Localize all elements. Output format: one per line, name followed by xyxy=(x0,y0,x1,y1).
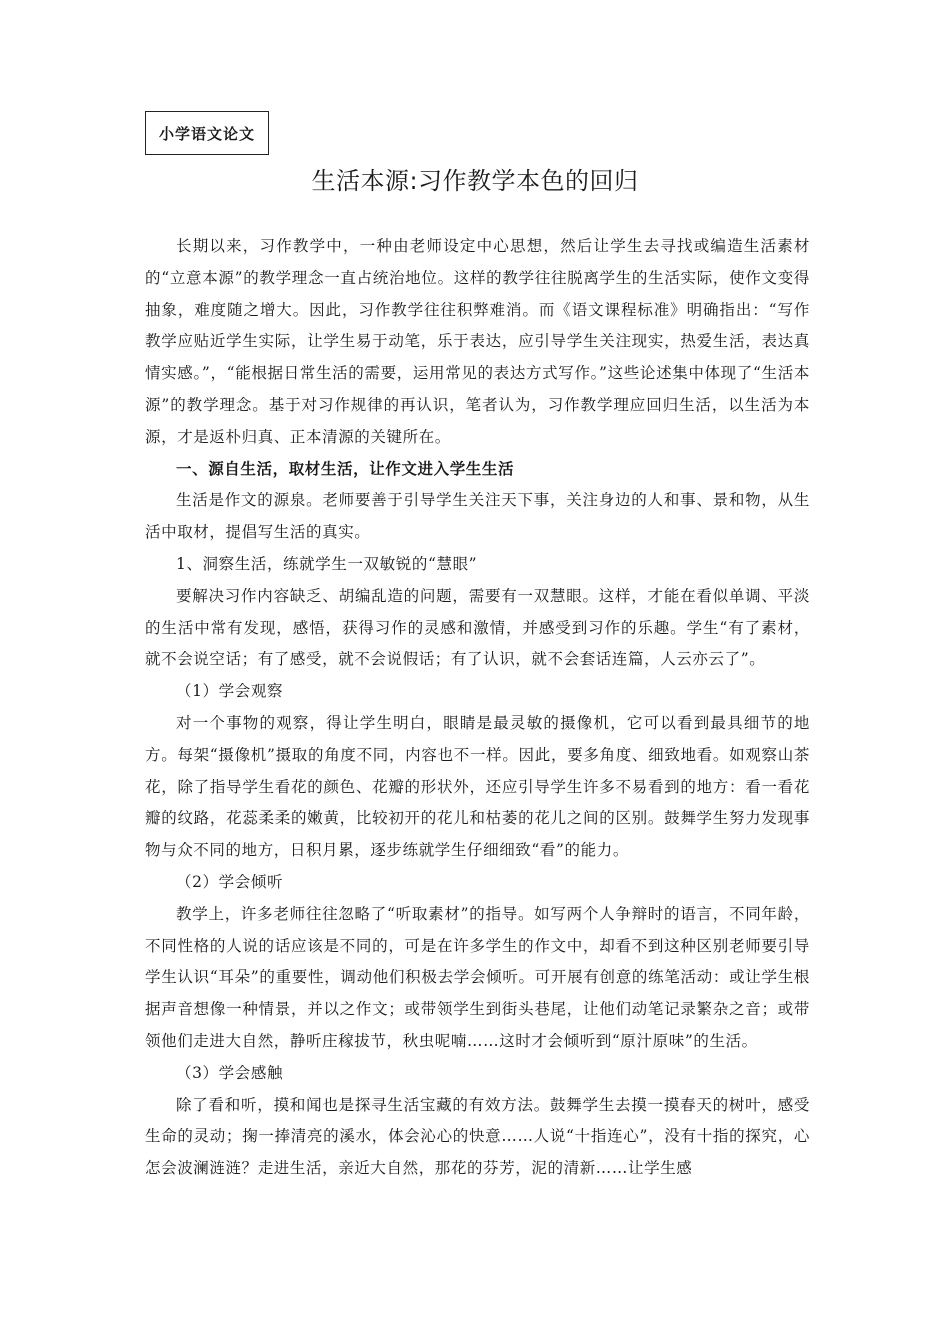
subsection-heading: （2）学会倾听 xyxy=(176,872,284,891)
paragraph: 除了看和听，摸和闻也是探寻生活宝藏的有效方法。鼓舞学生去摸一摸春天的树叶，感受生命的灵动；掬一捧清亮的溪水，体会沁心的快意……人说“十指连心”，没有十指的探究，心怎会波澜涟涟？走进生活，亲近大自然，那花的芬芳，泥的清新……让学生感 xyxy=(145,1095,810,1178)
document-body xyxy=(145,231,810,1185)
paragraph: 教学上，许多老师往往忽略了“听取素材”的指导。如写两个人争辩时的语言，不同年龄，不同性格的人说的话应该是不同的，可是在许多学生的作文中，却看不到这种区别老师要引导学生认识“耳朵”的重要性，调动他们积极去学会倾听。可开展有创意的练笔活动：或让学生根据声音想像一种情景，并以之作文；或带领学生到街头巷尾，让他们动笔记录繁杂之音；或带领他们走进大自然，静听庄稼拔节，秋虫呢喃……这时才会倾听到“原汁原味”的生活。 xyxy=(145,904,810,1050)
paragraph: 对一个事物的观察，得让学生明白，眼睛是最灵敏的摄像机，它可以看到最具细节的地方。每架“摄像机”摄取的角度不同，内容也不一样。因此，要多角度、细致地看。如观察山茶花，除了指导学生看花的颜色、花瓣的形状外，还应引导学生许多不易看到的地方：看一看花瓣的纹路，花蕊柔柔的嫩黄，比较初开的花儿和枯萎的花儿之间的区别。鼓舞学生努力发现事物与众不同的地方，日积月累，逐步练就学生仔细细致“看”的能力。 xyxy=(145,713,810,860)
paragraph: 长期以来，习作教学中，一种由老师设定中心思想，然后让学生去寻找或编造生活素材的“立意本源”的教学理念一直占统治地位。这样的教学往往脱离学生的生活实际，使作文变得抽象，难度随之增大。因此，习作教学往往积弊难消。而《语文课程标准》明确指出：“写作教学应贴近学生实际，让学生易于动笔，乐于表达，应引导学生关注现实，热爱生活，表达真情实感。”，“能根据日常生活的需要，运用常见的表达方式写作。”这些论述集中体现了“生活本源”的教学理念。基于对习作规律的再认识，笔者认为，习作教学理应回归生活，以生活为本源，才是返朴归真、正本清源的关键所在。 xyxy=(145,237,810,446)
category-tag-label: 小学语文论文 xyxy=(158,124,255,143)
subsection-heading: （3）学会感触 xyxy=(176,1063,284,1082)
section-heading: 一、源自生活，取材生活，让作文进入学生生活 xyxy=(176,459,515,478)
document-title: 生活本源:习作教学本色的回归 xyxy=(311,167,639,195)
category-tag xyxy=(145,111,269,155)
subsection-heading: （1）学会观察 xyxy=(176,682,284,701)
subsection-heading: 1、洞察生活，练就学生一双敏锐的“慧眼” xyxy=(176,554,478,573)
paragraph: 要解决习作内容缺乏、胡编乱造的问题，需要有一双慧眼。这样，才能在看似单调、平淡的生活中常有发现，感悟，获得习作的灵感和激情，并感受到习作的乐趣。学生“有了素材，就不会说空话；有了感受，就不会说假话；有了认识，就不会套话连篇，人云亦云了”。 xyxy=(145,586,810,669)
paragraph: 生活是作文的源泉。老师要善于引导学生关注天下事，关注身边的人和事、景和物，从生活中取材，提倡写生活的真实。 xyxy=(145,491,810,542)
